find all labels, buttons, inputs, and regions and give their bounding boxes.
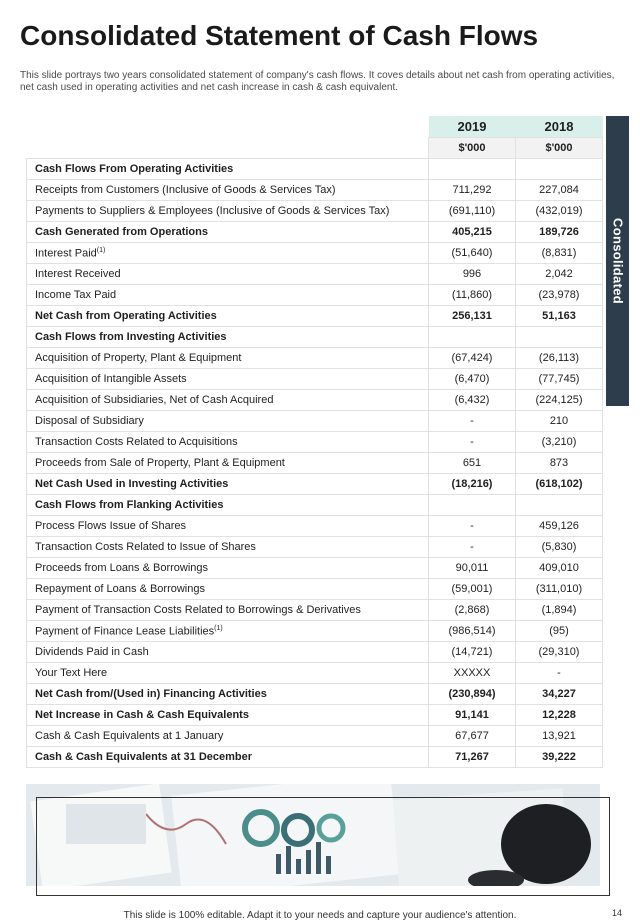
row-label-text: Transaction Costs Related to Issue of Shares — [35, 541, 256, 553]
value-2018 — [516, 159, 603, 180]
table-row — [27, 747, 603, 768]
value-2019: 67,677 — [429, 726, 516, 747]
table-row — [27, 642, 603, 663]
value-2019: (6,432) — [429, 390, 516, 411]
table-row — [27, 600, 603, 621]
value-2018: 227,084 — [516, 180, 603, 201]
value-2019: 256,131 — [429, 306, 516, 327]
value-2018: 12,228 — [516, 705, 603, 726]
row-label-text: Payments to Suppliers & Employees (Inclusive of Goods & Services Tax) — [35, 205, 390, 217]
value-2019: (51,640) — [429, 243, 516, 264]
value-2019: XXXXX — [429, 663, 516, 684]
value-2018: (311,010) — [516, 579, 603, 600]
value-2018: (5,830) — [516, 537, 603, 558]
row-label-text: Payment of Transaction Costs Related to Borrowings & Derivatives — [35, 604, 361, 616]
table-row — [27, 558, 603, 579]
row-label — [27, 621, 429, 642]
table-row — [27, 222, 603, 243]
row-label — [27, 264, 429, 285]
row-label-text: Transaction Costs Related to Acquisitions — [35, 436, 238, 448]
table-row — [27, 327, 603, 348]
value-2018 — [516, 327, 603, 348]
value-2019: (67,424) — [429, 348, 516, 369]
table-row — [27, 201, 603, 222]
row-label — [27, 705, 429, 726]
value-2018: (77,745) — [516, 369, 603, 390]
row-label-text: Cash Generated from Operations — [35, 226, 208, 238]
value-2018: (26,113) — [516, 348, 603, 369]
table-row — [27, 180, 603, 201]
row-label — [27, 222, 429, 243]
row-label — [27, 495, 429, 516]
row-label-text: Interest Paid — [35, 247, 97, 260]
row-label — [27, 180, 429, 201]
row-label-text: Net Cash from/(Used in) Financing Activities — [35, 688, 267, 700]
row-label-text: Acquisition of Property, Plant & Equipment — [35, 352, 242, 364]
value-2019: (14,721) — [429, 642, 516, 663]
row-label — [27, 642, 429, 663]
value-2018: (1,894) — [516, 600, 603, 621]
side-section-tab — [606, 116, 629, 406]
row-label — [27, 474, 429, 495]
value-2019: 996 — [429, 264, 516, 285]
value-2019: 71,267 — [429, 747, 516, 768]
row-label-text: Payment of Finance Lease Liabilities — [35, 625, 215, 638]
value-2019: - — [429, 516, 516, 537]
value-2019 — [429, 159, 516, 180]
value-2018: (224,125) — [516, 390, 603, 411]
table-row — [27, 411, 603, 432]
table-row — [27, 306, 603, 327]
value-2019: 651 — [429, 453, 516, 474]
row-label — [27, 558, 429, 579]
table-row — [27, 684, 603, 705]
value-2018: (23,978) — [516, 285, 603, 306]
row-label — [27, 285, 429, 306]
value-2018: (95) — [516, 621, 603, 642]
value-2019 — [429, 495, 516, 516]
row-label — [27, 306, 429, 327]
value-2019: (230,894) — [429, 684, 516, 705]
table-row — [27, 579, 603, 600]
row-label — [27, 369, 429, 390]
value-2018: 2,042 — [516, 264, 603, 285]
year-header-2019: 2019 — [429, 116, 516, 138]
row-label — [27, 390, 429, 411]
footnote-marker: (1) — [214, 624, 223, 632]
value-2019: - — [429, 411, 516, 432]
value-2019: 711,292 — [429, 180, 516, 201]
cash-flow-table — [26, 116, 603, 768]
row-label — [27, 726, 429, 747]
table-row — [27, 474, 603, 495]
photo-frame-outline — [36, 797, 610, 896]
value-2018: (3,210) — [516, 432, 603, 453]
table-row — [27, 159, 603, 180]
table-row — [27, 264, 603, 285]
row-label-text: Your Text Here — [35, 667, 108, 679]
row-label-text: Cash & Cash Equivalents at 1 January — [35, 730, 224, 742]
row-label-text: Net Cash from Operating Activities — [35, 310, 217, 322]
row-label-text: Proceeds from Loans & Borrowings — [35, 562, 209, 574]
row-label — [27, 579, 429, 600]
row-label — [27, 663, 429, 684]
row-label-text: Cash & Cash Equivalents at 31 December — [35, 751, 253, 763]
value-2018: (29,310) — [516, 642, 603, 663]
row-label-text: Disposal of Subsidiary — [35, 415, 144, 427]
table-row — [27, 495, 603, 516]
row-label-text: Proceeds from Sale of Property, Plant & Equipment — [35, 457, 285, 469]
row-label-text: Repayment of Loans & Borrowings — [35, 583, 205, 595]
row-label-text: Acquisition of Intangible Assets — [35, 373, 187, 385]
row-label-text: Cash Flows from Flanking Activities — [35, 499, 224, 511]
value-2019: 405,215 — [429, 222, 516, 243]
table-row — [27, 453, 603, 474]
value-2019: (18,216) — [429, 474, 516, 495]
value-2019: (11,860) — [429, 285, 516, 306]
value-2019: - — [429, 432, 516, 453]
row-label-text: Interest Received — [35, 268, 121, 280]
row-label — [27, 432, 429, 453]
table-row — [27, 369, 603, 390]
row-label-text: Cash Flows From Operating Activities — [35, 163, 234, 175]
value-2019 — [429, 327, 516, 348]
value-2019: (59,001) — [429, 579, 516, 600]
row-label — [27, 453, 429, 474]
table-row — [27, 432, 603, 453]
page-number: 14 — [611, 908, 622, 918]
value-2018: 873 — [516, 453, 603, 474]
value-2019: (986,514) — [429, 621, 516, 642]
value-2018: (8,831) — [516, 243, 603, 264]
value-2018: (432,019) — [516, 201, 603, 222]
row-label-text: Net Increase in Cash & Cash Equivalents — [35, 709, 249, 721]
footnote-marker: (1) — [96, 246, 106, 254]
row-label — [27, 516, 429, 537]
unit-header-2019: $'000 — [429, 138, 516, 159]
row-label-text: Dividends Paid in Cash — [35, 646, 149, 658]
year-header-2018: 2018 — [516, 116, 603, 138]
value-2019: (6,470) — [429, 369, 516, 390]
table-row — [27, 663, 603, 684]
row-label-text: Acquisition of Subsidiaries, Net of Cash Acquired — [35, 394, 274, 406]
row-label — [27, 747, 429, 768]
table-row — [27, 243, 603, 264]
table-row — [27, 348, 603, 369]
value-2018: (618,102) — [516, 474, 603, 495]
value-2018: - — [516, 663, 603, 684]
side-tab-label: Consolidated — [610, 218, 625, 304]
unit-header-row — [27, 138, 603, 159]
year-header-row — [27, 116, 603, 138]
table-row — [27, 516, 603, 537]
value-2018: 409,010 — [516, 558, 603, 579]
slide-subtitle: This slide portrays two years consolidated statement of company's cash flows. It coves details about net cash from operating activities, net cash used in operating activities and net cash increase in cash & cash equivalent. — [20, 70, 615, 93]
row-label-text: Income Tax Paid — [35, 289, 117, 301]
table-row — [27, 726, 603, 747]
table-row — [27, 537, 603, 558]
value-2018: 210 — [516, 411, 603, 432]
slide-title: Consolidated Statement of Cash Flows — [20, 20, 539, 51]
row-label-text: Cash Flows from Investing Activities — [35, 331, 227, 343]
value-2018: 34,227 — [516, 684, 603, 705]
value-2019: 91,141 — [429, 705, 516, 726]
row-label — [27, 348, 429, 369]
table-row — [27, 705, 603, 726]
value-2019: (2,868) — [429, 600, 516, 621]
table-row — [27, 390, 603, 411]
row-label-text: Process Flows Issue of Shares — [35, 520, 187, 532]
row-label — [27, 327, 429, 348]
row-label — [27, 600, 429, 621]
unit-header-2018: $'000 — [516, 138, 603, 159]
row-label — [27, 159, 429, 180]
row-label-text: Net Cash Used in Investing Activities — [35, 478, 229, 490]
value-2018: 189,726 — [516, 222, 603, 243]
row-label — [27, 201, 429, 222]
value-2018 — [516, 495, 603, 516]
value-2018: 13,921 — [516, 726, 603, 747]
row-label — [27, 537, 429, 558]
row-label — [27, 684, 429, 705]
footer-note: This slide is 100% editable. Adapt it to your needs and capture your audience's attention. — [123, 910, 517, 921]
table-row — [27, 285, 603, 306]
table-row — [27, 621, 603, 642]
row-label — [27, 411, 429, 432]
row-label-text: Receipts from Customers (Inclusive of Goods & Services Tax) — [35, 184, 336, 196]
row-label — [27, 243, 429, 264]
value-2018: 51,163 — [516, 306, 603, 327]
value-2019: (691,110) — [429, 201, 516, 222]
value-2019: - — [429, 537, 516, 558]
value-2018: 39,222 — [516, 747, 603, 768]
value-2019: 90,011 — [429, 558, 516, 579]
value-2018: 459,126 — [516, 516, 603, 537]
